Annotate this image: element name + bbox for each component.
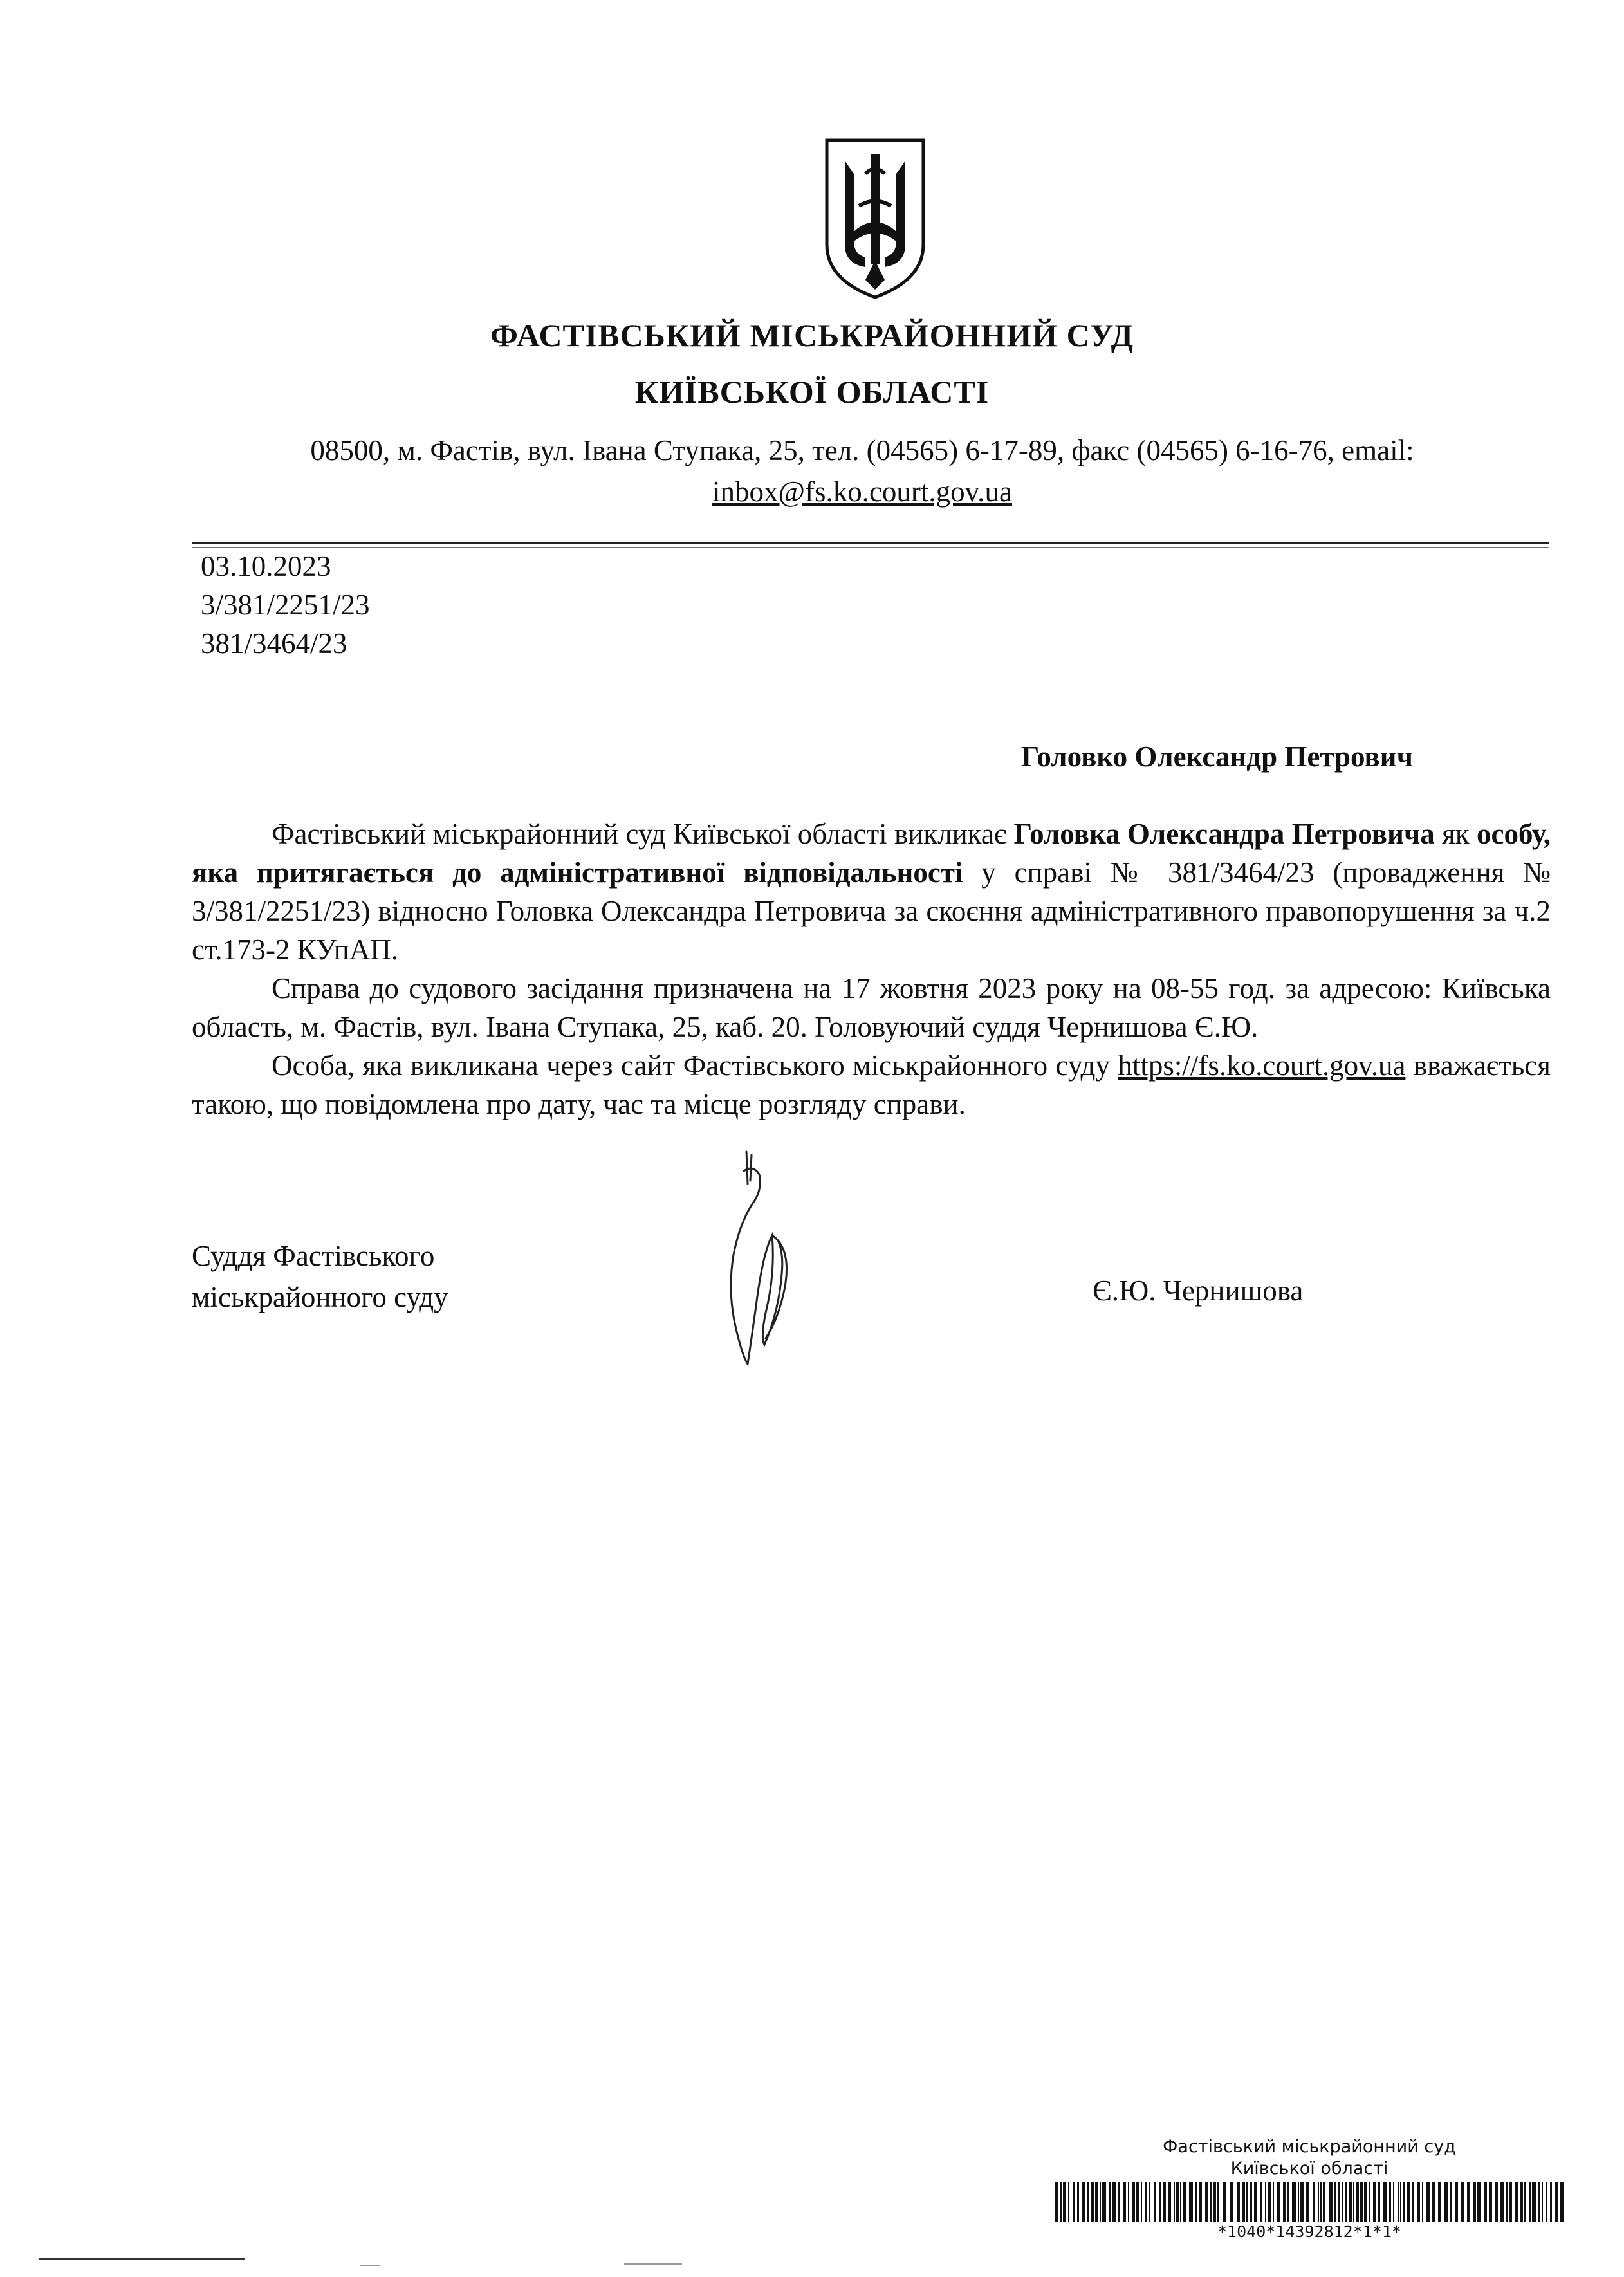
p1-person-name: Головка Олександра Петровича (1013, 818, 1435, 850)
p1-text-e: у справі № 381/3464/23 (провадження № 3/381/2251/23) відносно Головка Олександра Петровича за скоєння адміністративного правопорушення за ч.2 ст.173-2 КУпАП. (192, 856, 1551, 966)
coat-of-arms-icon (820, 135, 930, 302)
court-name-line2: КИЇВСЬКОЇ ОБЛАСТІ (634, 374, 990, 410)
bottom-scan-mark (360, 2265, 380, 2266)
address-text: 08500, м. Фастів, вул. Івана Ступака, 25, тел. (04565) 6-17-89, факс (04565) 6-16-76, email: (310, 434, 1414, 466)
document-meta (201, 547, 370, 663)
email-link[interactable]: inbox@fs.ko.court.gov.ua (712, 475, 1012, 508)
header-divider (192, 542, 1549, 544)
signatory-title (192, 1235, 448, 1318)
signatory-title-line1: Суддя Фастівського (192, 1240, 435, 1272)
registration-stamp (1055, 2136, 1564, 2242)
case-number: 381/3464/23 (201, 627, 347, 659)
paragraph-notice (192, 1046, 1551, 1123)
bottom-scan-line (39, 2258, 245, 2260)
court-name-line1: ФАСТІВСЬКИЙ МІСЬКРАЙОННИЙ СУД (490, 317, 1134, 353)
addressee-name: Головко Олександр Петрович (1020, 741, 1413, 773)
p3-text-a: Особа, яка викликана через сайт Фастівського міськрайонного суду (272, 1049, 1118, 1082)
p1-status: особу, яка притягається до адміністративної відповідальності (192, 818, 1551, 889)
stamp-line1: Фастівський міськрайонний суд (1163, 2137, 1456, 2157)
p1-text-a: Фастівський міськрайонний суд Київської області викликає (272, 818, 1014, 850)
proceeding-number: 3/381/2251/23 (201, 589, 370, 621)
signatory-name: Є.Ю. Чернишова (1093, 1275, 1304, 1307)
summons-body (192, 815, 1551, 1123)
signatory-title-line2: міськрайонного суду (192, 1281, 448, 1313)
paragraph-hearing: Справа до судового засідання призначена на 17 жовтня 2023 року на 08-55 год. за адресою: Київська область, м. Фастів, вул. Івана Ступака, 25, каб. 20. Головуючий суддя Чернишова Є.Ю. (192, 972, 1551, 1043)
document-date: 03.10.2023 (201, 550, 331, 582)
bottom-scan-mark (624, 2263, 682, 2265)
header-divider-thin (192, 547, 1549, 548)
court-address (232, 430, 1493, 512)
barcode-number: *1040*14392812*1*1* (1217, 2222, 1401, 2241)
p1-text-c: як (1434, 818, 1477, 850)
barcode-icon (1055, 2182, 1564, 2222)
court-website-link[interactable]: https://fs.ko.court.gov.ua (1118, 1049, 1406, 1082)
paragraph-summons (192, 815, 1551, 969)
handwritten-signature (701, 1145, 824, 1377)
stamp-line2: Київської області (1230, 2159, 1389, 2179)
p3-text-b: вважається такою, що повідомлена про дату, час та місце розгляду справи. (192, 1049, 1551, 1120)
